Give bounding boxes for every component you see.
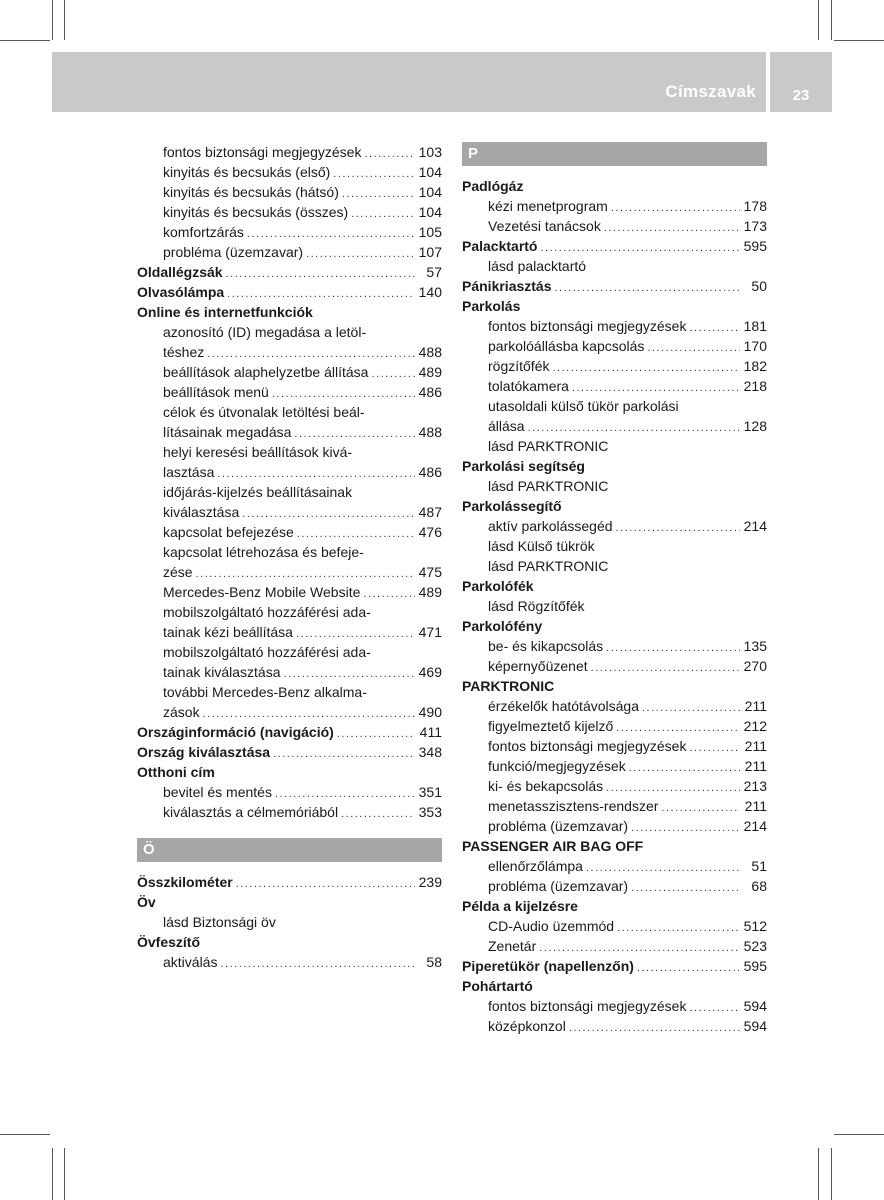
index-subentry xyxy=(462,776,767,796)
entry-label: Öv xyxy=(137,894,156,910)
index-heading xyxy=(137,742,442,762)
index-subentry xyxy=(462,196,767,216)
entry-label: bevitel és mentés xyxy=(163,784,272,800)
dot-leader xyxy=(606,638,740,658)
dot-leader xyxy=(284,664,415,684)
index-heading xyxy=(137,872,442,892)
dot-leader xyxy=(364,144,415,164)
dot-leader xyxy=(642,698,740,718)
dot-leader xyxy=(689,318,740,338)
dot-leader xyxy=(337,724,415,744)
dot-leader xyxy=(296,624,415,644)
index-subentry xyxy=(137,162,442,182)
index-subentry xyxy=(462,416,767,436)
page-number-box xyxy=(770,52,832,112)
dot-leader xyxy=(342,184,415,204)
index-subentry xyxy=(462,556,767,576)
entry-label: Példa a kijelzésre xyxy=(462,898,578,914)
page-reference[interactable]: 488 xyxy=(418,424,442,440)
index-subentry xyxy=(137,582,442,602)
entry-label: funkció/megjegyzések xyxy=(488,758,626,774)
entry-label: mobilszolgáltató hozzáférési ada- xyxy=(163,644,371,660)
index-subentry xyxy=(462,536,767,556)
entry-label: PASSENGER AIR BAG OFF xyxy=(462,838,644,854)
page-reference[interactable]: 105 xyxy=(418,224,442,240)
index-subentry xyxy=(137,912,442,932)
index-heading xyxy=(462,236,767,256)
index-subentry xyxy=(462,796,767,816)
index-subentry xyxy=(462,516,767,536)
entry-label: kapcsolat befejezése xyxy=(163,524,294,540)
page-reference[interactable]: 103 xyxy=(418,144,442,160)
page-reference[interactable]: 353 xyxy=(418,804,442,820)
index-heading xyxy=(462,296,767,316)
dot-leader xyxy=(616,718,740,738)
entry-label: Ország kiválasztása xyxy=(137,744,271,760)
index-subentry xyxy=(137,242,442,262)
index-subentry xyxy=(137,602,442,622)
index-subentry xyxy=(462,756,767,776)
page-reference[interactable]: 489 xyxy=(418,584,442,600)
index-heading xyxy=(462,836,767,856)
crop-mark xyxy=(52,1148,53,1200)
index-subentry xyxy=(137,182,442,202)
crop-mark xyxy=(831,1148,832,1200)
index-subentry xyxy=(462,696,767,716)
page-number: 23 xyxy=(792,87,810,104)
crop-mark xyxy=(64,0,65,40)
index-subentry xyxy=(462,876,767,896)
index-subentry xyxy=(137,682,442,702)
page-reference[interactable]: 488 xyxy=(418,344,442,360)
section-heading: P xyxy=(462,142,767,166)
entry-label: kinyitás és becsukás (összes) xyxy=(163,204,349,220)
entry-label: Övfeszítő xyxy=(137,934,201,950)
entry-label: lásd Külső tükrök xyxy=(488,538,595,554)
page-reference[interactable]: 486 xyxy=(418,384,442,400)
index-heading xyxy=(137,282,442,302)
crop-mark xyxy=(52,0,53,40)
dot-leader xyxy=(341,804,415,824)
entry-label: Olvasólámpa xyxy=(137,284,225,300)
page-reference[interactable]: 476 xyxy=(418,524,442,540)
index-subentry xyxy=(137,522,442,542)
entry-label: probléma (üzemzavar) xyxy=(488,818,629,834)
dot-leader xyxy=(294,424,415,444)
index-heading xyxy=(462,676,767,696)
dot-leader xyxy=(569,1018,740,1038)
dot-leader xyxy=(611,198,740,218)
dot-leader xyxy=(689,998,740,1018)
index-subentry xyxy=(462,376,767,396)
page-reference[interactable]: 475 xyxy=(418,564,442,580)
page-reference[interactable]: 523 xyxy=(743,938,767,954)
index-subentry xyxy=(462,816,767,836)
index-subentry xyxy=(137,482,442,502)
dot-leader xyxy=(363,584,415,604)
index-subentry xyxy=(137,422,442,442)
entry-label: Összkilométer xyxy=(137,874,233,890)
page-reference[interactable]: 211 xyxy=(744,698,767,714)
index-subentry xyxy=(137,202,442,222)
page-reference[interactable]: 351 xyxy=(418,784,442,800)
dot-leader xyxy=(629,758,740,778)
entry-label: zások xyxy=(163,704,200,720)
entry-label: Oldallégzsák xyxy=(137,264,223,280)
dot-leader xyxy=(631,878,740,898)
entry-label: Parkolási segítség xyxy=(462,458,585,474)
entry-label: kapcsolat létrehozása és befeje- xyxy=(163,544,364,560)
index-heading xyxy=(137,892,442,912)
entry-label: lásd Rögzítőfék xyxy=(488,598,585,614)
index-subentry xyxy=(137,802,442,822)
page-reference[interactable]: 104 xyxy=(418,164,442,180)
index-subentry xyxy=(462,596,767,616)
index-subentry xyxy=(137,702,442,722)
index-heading xyxy=(462,576,767,596)
index-subentry xyxy=(462,716,767,736)
index-heading xyxy=(462,456,767,476)
index-heading xyxy=(462,496,767,516)
index-heading xyxy=(137,762,442,782)
index-subentry xyxy=(137,952,442,972)
index-subentry xyxy=(462,656,767,676)
index-subentry xyxy=(462,316,767,336)
dot-leader xyxy=(586,858,740,878)
dot-leader xyxy=(217,464,415,484)
page-reference[interactable]: 214 xyxy=(743,518,767,534)
index-subentry xyxy=(462,336,767,356)
index-subentry xyxy=(137,642,442,662)
index-heading xyxy=(462,896,767,916)
entry-label: állása xyxy=(488,418,525,434)
entry-label: érzékelők hatótávolsága xyxy=(488,698,639,714)
entry-label: ellenőrzőlámpa xyxy=(488,858,583,874)
page-reference[interactable]: 211 xyxy=(744,738,767,754)
dot-leader xyxy=(196,564,415,584)
dot-leader xyxy=(539,938,740,958)
entry-label: képernyőüzenet xyxy=(488,658,588,674)
entry-label: menetasszisztens-rendszer xyxy=(488,798,659,814)
index-heading xyxy=(462,276,767,296)
entry-label: lításainak megadása xyxy=(163,424,292,440)
entry-label: Piperetükör (napellenzőn) xyxy=(462,958,634,974)
entry-label: lásd PARKTRONIC xyxy=(488,478,609,494)
page-reference[interactable]: 51 xyxy=(751,858,767,874)
dot-leader xyxy=(207,344,415,364)
dot-leader xyxy=(591,658,740,678)
index-subentry xyxy=(462,736,767,756)
index-column-right xyxy=(462,142,767,1036)
index-heading xyxy=(137,262,442,282)
dot-leader xyxy=(540,238,740,258)
entry-label: Parkolás xyxy=(462,298,521,314)
entry-label: lasztása xyxy=(163,464,215,480)
page-reference[interactable]: 214 xyxy=(743,818,767,834)
entry-label: figyelmeztető kijelző xyxy=(488,718,614,734)
index-heading xyxy=(462,176,767,196)
page-reference[interactable]: 471 xyxy=(418,624,442,640)
index-column-left xyxy=(137,142,442,972)
entry-label: kiválasztás a célmemóriából xyxy=(163,804,339,820)
page-reference[interactable]: 178 xyxy=(743,198,767,214)
index-subentry xyxy=(137,402,442,422)
page-reference[interactable]: 181 xyxy=(743,318,767,334)
page-reference[interactable]: 239 xyxy=(418,874,442,890)
entry-label: PARKTRONIC xyxy=(462,678,555,694)
dot-leader xyxy=(203,704,415,724)
page-reference[interactable]: 107 xyxy=(418,244,442,260)
index-subentry xyxy=(462,256,767,276)
entry-label: be- és kikapcsolás xyxy=(488,638,604,654)
index-heading xyxy=(462,616,767,636)
running-header xyxy=(52,52,766,112)
crop-mark xyxy=(834,1134,884,1135)
index-subentry xyxy=(462,1016,767,1036)
dot-leader xyxy=(555,278,741,298)
entry-label: lásd PARKTRONIC xyxy=(488,558,609,574)
dot-leader xyxy=(306,244,415,264)
page-reference[interactable]: 57 xyxy=(426,264,442,280)
dot-leader xyxy=(297,524,415,544)
entry-label: zése xyxy=(163,564,193,580)
index-subentry xyxy=(462,856,767,876)
crop-mark xyxy=(831,0,832,40)
index-subentry xyxy=(137,542,442,562)
crop-mark xyxy=(818,0,819,40)
dot-leader xyxy=(528,418,740,438)
index-subentry xyxy=(462,216,767,236)
page-reference[interactable]: 512 xyxy=(743,918,767,934)
entry-label: fontos biztonsági megjegyzések xyxy=(488,318,687,334)
dot-leader xyxy=(616,518,740,538)
dot-leader xyxy=(247,224,415,244)
page-reference[interactable]: 173 xyxy=(743,218,767,234)
entry-label: komfortzárás xyxy=(163,224,244,240)
page-reference[interactable]: 348 xyxy=(418,744,442,760)
dot-leader xyxy=(606,778,740,798)
entry-label: tolatókamera xyxy=(488,378,569,394)
entry-label: helyi keresési beállítások kivá- xyxy=(163,444,353,460)
index-subentry xyxy=(137,342,442,362)
entry-label: Mercedes-Benz Mobile Website xyxy=(163,584,361,600)
index-subentry xyxy=(462,396,767,416)
index-subentry xyxy=(137,622,442,642)
index-subentry xyxy=(137,322,442,342)
entry-label: Vezetési tanácsok xyxy=(488,218,601,234)
page-reference[interactable]: 487 xyxy=(418,504,442,520)
dot-leader xyxy=(273,744,415,764)
entry-label: célok és útvonalak letöltési beál- xyxy=(163,404,365,420)
page-reference[interactable]: 594 xyxy=(743,1018,767,1034)
dot-leader xyxy=(351,204,415,224)
entry-label: további Mercedes-Benz alkalma- xyxy=(163,684,367,700)
dot-leader xyxy=(226,264,415,284)
crop-mark xyxy=(64,1148,65,1200)
entry-label: kinyitás és becsukás (hátsó) xyxy=(163,184,339,200)
entry-label: beállítások alaphelyzetbe állítása xyxy=(163,364,369,380)
index-heading xyxy=(462,956,767,976)
crop-mark xyxy=(0,40,50,41)
page-reference[interactable]: 411 xyxy=(419,724,442,740)
dot-leader xyxy=(227,284,415,304)
entry-label: Zenetár xyxy=(488,938,537,954)
page-reference[interactable]: 594 xyxy=(743,998,767,1014)
dot-leader xyxy=(275,784,415,804)
entry-label: kiválasztása xyxy=(163,504,240,520)
page-reference[interactable]: 128 xyxy=(743,418,767,434)
dot-leader xyxy=(604,218,740,238)
index-subentry xyxy=(137,662,442,682)
page-reference[interactable]: 170 xyxy=(743,338,767,354)
section-heading: Ö xyxy=(137,838,442,862)
dot-leader xyxy=(552,358,740,378)
index-heading xyxy=(137,302,442,322)
entry-label: fontos biztonsági megjegyzések xyxy=(163,144,362,160)
header-title: Címszavak xyxy=(665,82,756,101)
page-reference[interactable]: 211 xyxy=(744,798,767,814)
entry-label: beállítások menü xyxy=(163,384,269,400)
entry-label: középkonzol xyxy=(488,1018,566,1034)
entry-label: téshez xyxy=(163,344,205,360)
page-reference[interactable]: 270 xyxy=(743,658,767,674)
dot-leader xyxy=(631,818,740,838)
entry-label: aktív parkolássegéd xyxy=(488,518,613,534)
entry-label: lásd Biztonsági öv xyxy=(163,914,276,930)
page-reference[interactable]: 104 xyxy=(418,204,442,220)
index-subentry xyxy=(137,142,442,162)
dot-leader xyxy=(242,504,415,524)
index-subentry xyxy=(462,636,767,656)
page-reference[interactable]: 211 xyxy=(744,758,767,774)
page-reference[interactable]: 218 xyxy=(743,378,767,394)
entry-label: Pohártartó xyxy=(462,978,533,994)
dot-leader xyxy=(572,378,740,398)
entry-label: Parkolófény xyxy=(462,618,543,634)
page-reference[interactable]: 212 xyxy=(743,718,767,734)
entry-label: Országinformáció (navigáció) xyxy=(137,724,334,740)
page-reference[interactable]: 104 xyxy=(418,184,442,200)
page-reference[interactable]: 489 xyxy=(418,364,442,380)
entry-label: kinyitás és becsukás (első) xyxy=(163,164,331,180)
index-heading xyxy=(462,976,767,996)
entry-label: lásd PARKTRONIC xyxy=(488,438,609,454)
entry-label: Otthoni cím xyxy=(137,764,215,780)
entry-label: Pánikriasztás xyxy=(462,278,552,294)
index-subentry xyxy=(137,362,442,382)
entry-label: tainak kiválasztása xyxy=(163,664,281,680)
entry-label: aktiválás xyxy=(163,954,218,970)
page-reference[interactable]: 50 xyxy=(751,278,767,294)
index-subentry xyxy=(462,356,767,376)
dot-leader xyxy=(661,798,740,818)
page-reference[interactable]: 469 xyxy=(418,664,442,680)
entry-label: probléma (üzemzavar) xyxy=(488,878,629,894)
page-reference[interactable]: 490 xyxy=(418,704,442,720)
entry-label: Padlógáz xyxy=(462,178,524,194)
index-heading xyxy=(137,932,442,952)
entry-label: mobilszolgáltató hozzáférési ada- xyxy=(163,604,371,620)
entry-label: fontos biztonsági megjegyzések xyxy=(488,998,687,1014)
entry-label: lásd palacktartó xyxy=(488,258,587,274)
page-reference[interactable]: 68 xyxy=(751,878,767,894)
index-subentry xyxy=(137,562,442,582)
entry-label: rögzítőfék xyxy=(488,358,550,374)
crop-mark xyxy=(834,40,884,41)
dot-leader xyxy=(272,384,415,404)
dot-leader xyxy=(647,338,740,358)
page-reference[interactable]: 135 xyxy=(743,638,767,654)
index-subentry xyxy=(137,382,442,402)
crop-mark xyxy=(0,1134,50,1135)
entry-label: fontos biztonsági megjegyzések xyxy=(488,738,687,754)
index-subentry xyxy=(137,222,442,242)
entry-label: időjárás-kijelzés beállításainak xyxy=(163,484,353,500)
entry-label: utasoldali külső tükör parkolási xyxy=(488,398,679,414)
dot-leader xyxy=(637,958,740,978)
dot-leader xyxy=(333,164,415,184)
dot-leader xyxy=(689,738,740,758)
page-reference[interactable]: 595 xyxy=(743,958,767,974)
dot-leader xyxy=(617,918,740,938)
crop-mark xyxy=(818,1148,819,1200)
dot-leader xyxy=(236,874,415,894)
entry-label: ki- és bekapcsolás xyxy=(488,778,604,794)
entry-label: kézi menetprogram xyxy=(488,198,608,214)
index-subentry xyxy=(137,782,442,802)
index-subentry xyxy=(462,936,767,956)
entry-label: Parkolófék xyxy=(462,578,534,594)
dot-leader xyxy=(220,954,415,974)
entry-label: probléma (üzemzavar) xyxy=(163,244,304,260)
page-reference[interactable]: 595 xyxy=(743,238,767,254)
page-reference[interactable]: 213 xyxy=(743,778,767,794)
index-subentry xyxy=(462,476,767,496)
index-subentry xyxy=(462,996,767,1016)
page-reference[interactable]: 58 xyxy=(426,954,442,970)
dot-leader xyxy=(371,364,415,384)
entry-label: Online és internetfunkciók xyxy=(137,304,313,320)
index-subentry xyxy=(462,916,767,936)
entry-label: azonosító (ID) megadása a letöl- xyxy=(163,324,367,340)
index-subentry xyxy=(137,442,442,462)
index-subentry xyxy=(462,436,767,456)
index-subentry xyxy=(137,502,442,522)
entry-label: tainak kézi beállítása xyxy=(163,624,293,640)
page-reference[interactable]: 140 xyxy=(418,284,442,300)
index-heading xyxy=(137,722,442,742)
entry-label: Palacktartó xyxy=(462,238,538,254)
entry-label: Parkolássegítő xyxy=(462,498,562,514)
page-reference[interactable]: 182 xyxy=(743,358,767,374)
entry-label: CD-Audio üzemmód xyxy=(488,918,615,934)
page-reference[interactable]: 486 xyxy=(418,464,442,480)
index-subentry xyxy=(137,462,442,482)
entry-label: parkolóállásba kapcsolás xyxy=(488,338,645,354)
